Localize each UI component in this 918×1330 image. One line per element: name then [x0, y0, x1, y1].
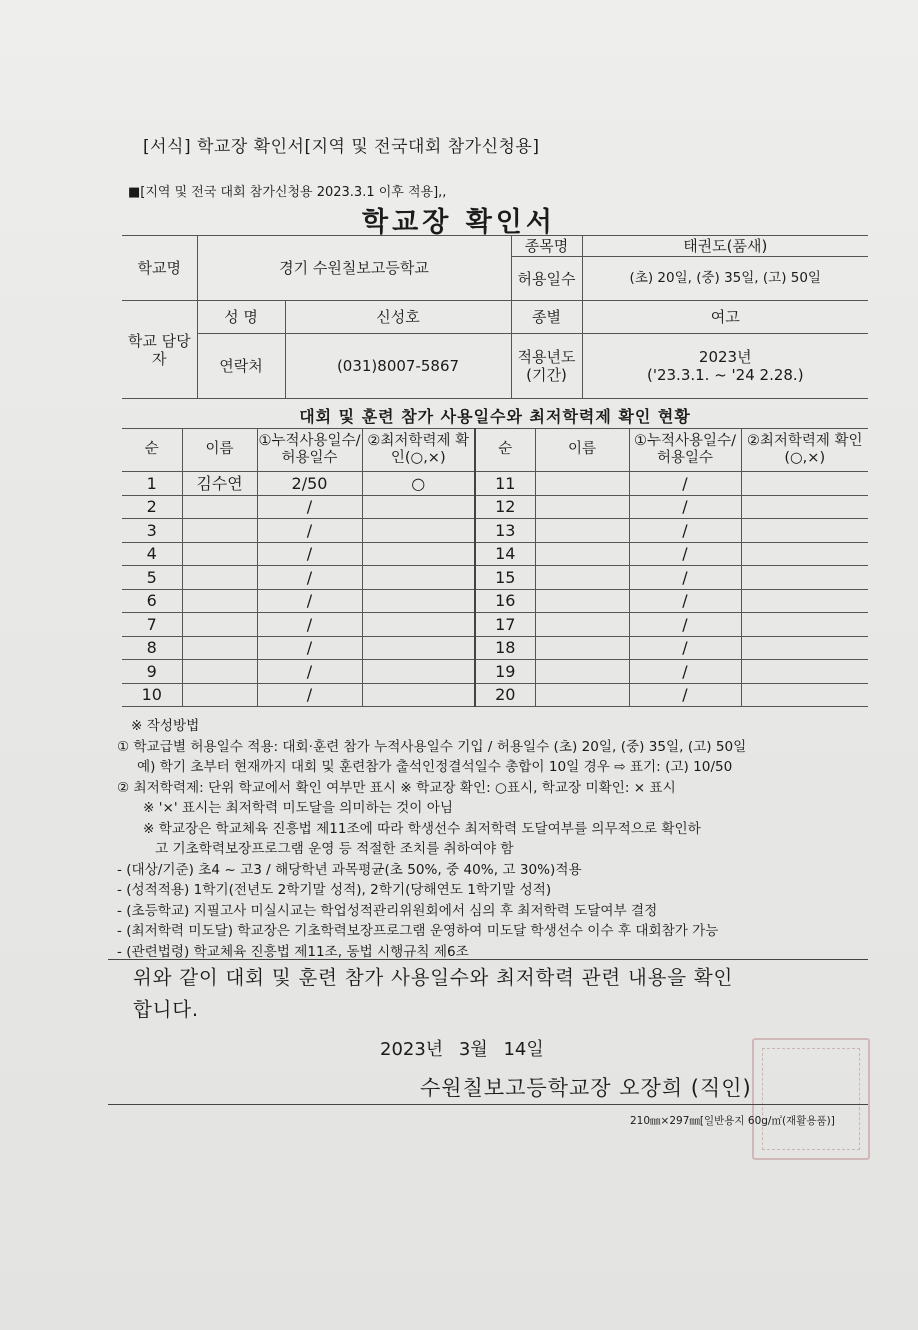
student-name — [535, 683, 629, 707]
note-2c: 고 기초학력보장프로그램 운영 등 적절한 조치를 취하여야 함 — [155, 841, 514, 857]
column-header: 이름 — [535, 429, 629, 472]
used-days: / — [257, 542, 362, 566]
student-name — [535, 566, 629, 590]
student-name — [535, 613, 629, 637]
student-name: 김수연 — [182, 472, 257, 496]
used-days: / — [629, 542, 741, 566]
school-name-label: 학교명 — [122, 236, 197, 301]
student-name — [182, 542, 257, 566]
row-number: 12 — [475, 495, 535, 519]
note-1-example: 예) 학기 초부터 현재까지 대회 및 훈련참가 출석인정결석일수 총합이 10일 경우 ⇨ 표기: (고) 10/50 — [137, 759, 733, 775]
row-number: 20 — [475, 683, 535, 707]
table-row — [122, 589, 868, 613]
used-days: / — [257, 636, 362, 660]
event-label: 종목명 — [511, 236, 582, 257]
student-name — [182, 519, 257, 543]
table-row — [122, 613, 868, 637]
achievement-check — [741, 519, 868, 543]
achievement-check — [362, 613, 475, 637]
student-name — [182, 589, 257, 613]
period-label: 적용년도 (기간) — [511, 334, 582, 399]
footer-divider — [108, 1104, 868, 1105]
achievement-check — [741, 566, 868, 590]
row-number: 14 — [475, 542, 535, 566]
table-row — [122, 566, 868, 590]
manager-name-value: 신성호 — [285, 301, 511, 334]
row-number: 3 — [122, 519, 182, 543]
period-range: ('23.3.1. ~ '24 2.28.) — [646, 366, 804, 384]
row-number: 17 — [475, 613, 535, 637]
used-days: / — [629, 636, 741, 660]
detail-4: - (최저학력 미도달) 학교장은 기초학력보장프로그램 운영하여 미도달 학생선수 이수 후 대회참가 가능 — [117, 923, 719, 939]
roster-header-row — [122, 429, 868, 472]
allowed-days-label: 허용일수 — [511, 257, 582, 301]
achievement-check — [362, 542, 475, 566]
achievement-check — [362, 566, 475, 590]
achievement-check — [362, 683, 475, 707]
row-number: 8 — [122, 636, 182, 660]
table-row — [122, 660, 868, 684]
confirmation-line-1: 위와 같이 대회 및 훈련 참가 사용일수와 최저학력 관련 내용을 확인 — [133, 966, 734, 989]
instructions — [117, 716, 746, 962]
achievement-check — [362, 660, 475, 684]
detail-1: - (대상/기준) 초4 ~ 고3 / 해당학년 과목평균(초 50%, 중 40%, 고 30%)적용 — [117, 861, 582, 878]
confirmation-text — [133, 962, 733, 1026]
page-title: 학교장 확인서 — [362, 207, 556, 238]
detail-2: - (성적적용) 1학기(전년도 2학기말 성적), 2학기(당해연도 1학기말 성적) — [117, 882, 552, 898]
used-days: / — [629, 589, 741, 613]
used-days: / — [629, 613, 741, 637]
table-row — [122, 519, 868, 543]
used-days: 2/50 — [257, 472, 362, 496]
table-row — [122, 636, 868, 660]
table-row — [122, 542, 868, 566]
achievement-check — [741, 542, 868, 566]
note-2a: ※ '×' 표시는 최저학력 미도달을 의미하는 것이 아님 — [143, 800, 453, 816]
period-year: 2023년 — [698, 348, 752, 366]
student-name — [535, 495, 629, 519]
achievement-check — [741, 495, 868, 519]
student-name — [535, 636, 629, 660]
student-name — [182, 495, 257, 519]
achievement-check — [741, 636, 868, 660]
issue-date: 2023년 3월 14일 — [380, 1039, 544, 1060]
used-days: / — [257, 519, 362, 543]
note-2: ② 최저학력제: 단위 학교에서 확인 여부만 표시 ※ 학교장 확인: ○표시, 학교장 미확인: × 표시 — [117, 779, 676, 796]
student-name — [535, 472, 629, 496]
manager-name-label: 성 명 — [197, 301, 285, 334]
student-name — [182, 636, 257, 660]
row-number: 9 — [122, 660, 182, 684]
achievement-check — [741, 660, 868, 684]
student-name — [535, 660, 629, 684]
category-value: 여고 — [582, 301, 868, 334]
row-number: 1 — [122, 472, 182, 496]
achievement-check — [741, 683, 868, 707]
student-name — [182, 566, 257, 590]
detail-3: - (초등학교) 지필고사 미실시교는 학업성적관리위원회에서 심의 후 최저학력 도달여부 결정 — [117, 902, 658, 919]
column-header: 이름 — [182, 429, 257, 472]
row-number: 15 — [475, 566, 535, 590]
principal-signature: 수원칠보고등학교장 오장희 (직인) — [420, 1076, 752, 1100]
used-days: / — [257, 566, 362, 590]
used-days: / — [629, 519, 741, 543]
column-header: ①누적사용일수/허용일수 — [257, 429, 362, 472]
table-row — [122, 683, 868, 707]
achievement-check — [362, 636, 475, 660]
used-days: / — [257, 589, 362, 613]
form-subtitle: ■[지역 및 전국 대회 참가신청용 2023.3.1 이후 적용],, — [128, 185, 447, 200]
row-number: 2 — [122, 495, 182, 519]
student-name — [182, 660, 257, 684]
contact-value: (031)8007-5867 — [285, 334, 511, 399]
column-header: ②최저학력제 확인(○,×) — [741, 429, 868, 472]
paper-spec: 210㎜×297㎜[일반용지 60g/㎡(재활용품)] — [630, 1115, 835, 1127]
detail-5: - (관련법령) 학교체육 진흥법 제11조, 동법 시행규칙 제6조 — [117, 943, 469, 960]
column-header: ②최저학력제 확인(○,×) — [362, 429, 475, 472]
table-row — [122, 472, 868, 496]
row-number: 18 — [475, 636, 535, 660]
roster-table — [122, 428, 868, 707]
student-name — [535, 589, 629, 613]
student-name — [535, 519, 629, 543]
student-name — [535, 542, 629, 566]
used-days: / — [257, 683, 362, 707]
category-label: 종별 — [511, 301, 582, 334]
student-name — [182, 683, 257, 707]
divider-line — [108, 959, 868, 960]
used-days: / — [629, 660, 741, 684]
achievement-check — [362, 495, 475, 519]
used-days: / — [629, 472, 741, 496]
form-title: [서식] 학교장 확인서[지역 및 전국대회 참가신청용] — [143, 137, 540, 157]
allowed-days-value: (초) 20일, (중) 35일, (고) 50일 — [582, 257, 868, 301]
row-number: 4 — [122, 542, 182, 566]
row-number: 16 — [475, 589, 535, 613]
manager-label: 학교 담당자 — [122, 301, 197, 399]
achievement-check — [741, 589, 868, 613]
row-number: 5 — [122, 566, 182, 590]
note-1: ① 학교급별 허용일수 적용: 대회·훈련 참가 누적사용일수 기입 / 허용일수 (초) 20일, (중) 35일, (고) 50일 — [117, 738, 747, 755]
row-number: 13 — [475, 519, 535, 543]
column-header: 순 — [122, 429, 182, 472]
school-info-table — [122, 235, 868, 399]
used-days: / — [257, 660, 362, 684]
row-number: 19 — [475, 660, 535, 684]
official-seal — [752, 1038, 870, 1160]
achievement-check — [741, 613, 868, 637]
used-days: / — [629, 566, 741, 590]
used-days: / — [629, 683, 741, 707]
roster-title: 대회 및 훈련 참가 사용일수와 최저학력제 확인 현황 — [299, 407, 691, 426]
used-days: / — [629, 495, 741, 519]
achievement-check — [741, 472, 868, 496]
table-row — [122, 495, 868, 519]
column-header: 순 — [475, 429, 535, 472]
achievement-check — [362, 589, 475, 613]
used-days: / — [257, 495, 362, 519]
row-number: 7 — [122, 613, 182, 637]
row-number: 11 — [475, 472, 535, 496]
contact-label: 연락처 — [197, 334, 285, 399]
period-value — [582, 334, 868, 399]
column-header: ①누적사용일수/허용일수 — [629, 429, 741, 472]
used-days: / — [257, 613, 362, 637]
row-number: 10 — [122, 683, 182, 707]
school-name-value: 경기 수원칠보고등학교 — [197, 236, 511, 301]
achievement-check: ○ — [362, 472, 475, 496]
row-number: 6 — [122, 589, 182, 613]
confirmation-line-2: 합니다. — [133, 998, 199, 1021]
student-name — [182, 613, 257, 637]
achievement-check — [362, 519, 475, 543]
notes-heading: ※ 작성방법 — [131, 718, 200, 734]
note-2b: ※ 학교장은 학교체육 진흥법 제11조에 따라 학생선수 최저학력 도달여부를 의무적으로 확인하 — [143, 820, 701, 837]
event-value: 태권도(품새) — [582, 236, 868, 257]
